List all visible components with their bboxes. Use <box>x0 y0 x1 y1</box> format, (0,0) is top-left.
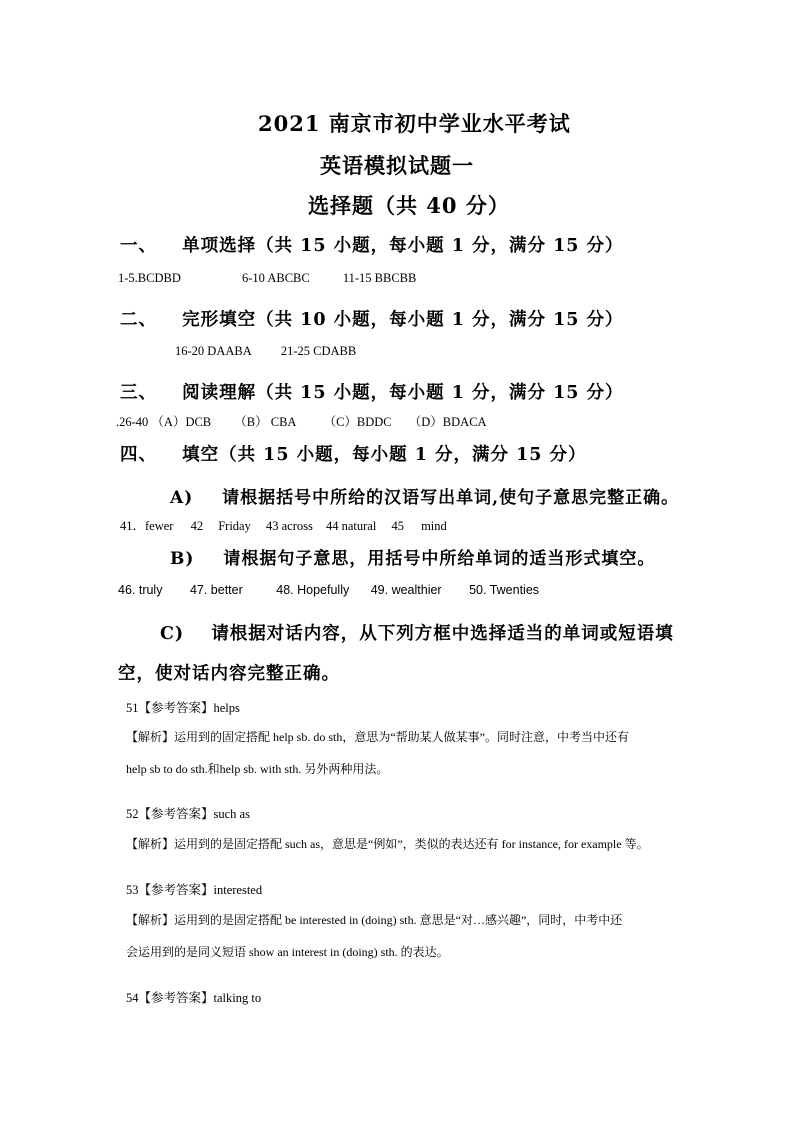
answer-51: 51【参考答案】helps <box>126 701 240 715</box>
answer-49: 49. wealthier <box>370 583 442 597</box>
section-c-text-1: 请根据对话内容，从下列方框中选择适当的单词或短语填 <box>211 624 674 644</box>
section-b-instruction <box>170 544 655 569</box>
part4-number: 四、 <box>120 445 157 465</box>
answer-47: 47. better <box>189 583 243 597</box>
answer-41: 41．fewer <box>120 519 174 533</box>
answer-42-word: Friday <box>218 519 251 533</box>
explanation-53-line1: 【解析】运用到的是固定搭配 be interested in (doing) sth. 意思是“对…感兴趣”，同时，中考中还 <box>126 913 623 927</box>
section-title: 选择题（共 40 分） <box>308 193 510 218</box>
answer-44: 44 natural <box>325 519 377 533</box>
answer-43: 43 across <box>265 519 313 533</box>
part3-number: 三、 <box>120 383 157 403</box>
answer-50: 50. Twenties <box>469 583 540 597</box>
part2-number: 二、 <box>120 310 157 330</box>
answer-48: 48. Hopefully <box>276 583 350 597</box>
answer-45-number: 45 <box>391 519 404 533</box>
part4-title: 填空（共 15 小题，每小题 1 分，满分 15 分） <box>182 445 587 465</box>
answer-53: 53【参考答案】interested <box>126 883 263 897</box>
section-c-instruction-line1 <box>160 620 674 645</box>
answer-26-40-d: （D）BDACA <box>408 415 487 429</box>
answer-26-40-b: （B） CBA <box>234 415 297 429</box>
section-b-label: B) <box>170 549 195 569</box>
answer-45-word: mind <box>421 519 447 533</box>
answer-16-20: 16-20 DAABA <box>175 344 252 358</box>
part2-answers <box>175 344 356 359</box>
part4-heading <box>120 441 587 466</box>
part1-heading <box>120 232 624 257</box>
section-b-text: 请根据句子意思，用括号中所给单词的适当形式填空。 <box>223 549 656 569</box>
section-a-instruction <box>170 483 679 508</box>
part1-title: 单项选择（共 15 小题，每小题 1 分，满分 15 分） <box>182 236 624 256</box>
exam-subtitle: 英语模拟试题一 <box>320 153 474 178</box>
part2-title: 完形填空（共 10 小题，每小题 1 分，满分 15 分） <box>182 310 624 330</box>
explanation-53-line2: 会运用到的是同义短语 show an interest in (doing) sth. 的表达。 <box>126 945 449 959</box>
part3-heading <box>120 379 624 404</box>
part1-answers <box>118 271 416 286</box>
section-c-instruction-line2: 空，使对话内容完整正确。 <box>118 664 340 684</box>
explanation-51-line1: 【解析】运用到的固定搭配 help sb. do sth，意思为“帮助某人做某事”。同时注意，中考当中还有 <box>126 730 629 744</box>
section-a-label: A) <box>170 488 194 508</box>
section-c-label: C) <box>160 624 185 644</box>
explanation-51-line2: help sb to do sth.和help sb. with sth. 另外两种用法。 <box>126 762 389 776</box>
exam-title: 2021 南京市初中学业水平考试 <box>258 111 571 136</box>
answer-11-15: 11-15 BBCBB <box>342 271 417 285</box>
answer-42-number: 42 <box>190 519 204 533</box>
part3-answers <box>116 412 487 430</box>
answer-52: 52【参考答案】such as <box>126 807 250 821</box>
answer-6-10: 6-10 ABCBC <box>241 271 310 285</box>
answer-54: 54【参考答案】talking to <box>126 991 262 1005</box>
answer-1-5: 1-5.BCDBD <box>118 271 181 285</box>
answer-26-40-a: .26-40 （A）DCB <box>116 415 212 429</box>
part1-number: 一、 <box>120 236 157 256</box>
explanation-52-line1: 【解析】运用到的是固定搭配 such as，意思是“例如”，类似的表达还有 for instance, for example 等。 <box>126 837 649 851</box>
part2-heading <box>120 306 624 331</box>
section-b-answers <box>118 583 539 597</box>
answer-21-25: 21-25 CDABB <box>280 344 357 358</box>
part3-title: 阅读理解（共 15 小题，每小题 1 分，满分 15 分） <box>182 383 624 403</box>
answer-26-40-c: （C）BDDC <box>323 415 392 429</box>
answer-46: 46. truly <box>118 583 163 597</box>
section-a-text: 请根据括号中所给的汉语写出单词,使句子意思完整正确。 <box>222 488 680 508</box>
section-a-answers <box>120 516 447 534</box>
